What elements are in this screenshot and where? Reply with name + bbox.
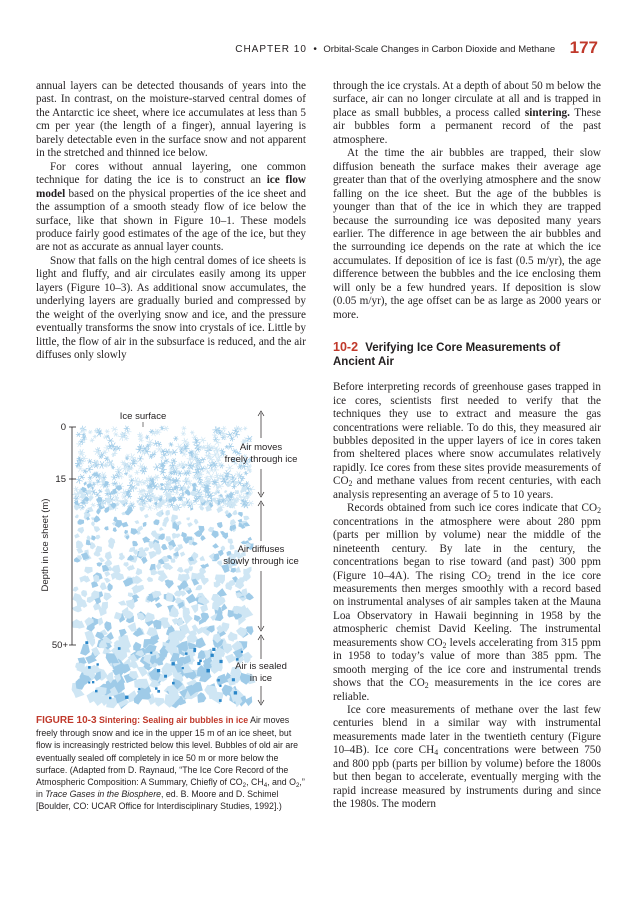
air-bubble bbox=[219, 699, 222, 702]
air-bubble bbox=[138, 688, 140, 690]
air-bubble bbox=[219, 685, 221, 687]
svg-text:in ice: in ice bbox=[249, 673, 273, 684]
air-bubble bbox=[241, 651, 243, 653]
air-bubble bbox=[212, 648, 215, 651]
figure-sintering bbox=[36, 403, 306, 713]
air-bubble bbox=[164, 675, 167, 678]
chapter-label: CHAPTER 10 bbox=[235, 44, 307, 55]
figure-number: FIGURE 10-3 bbox=[36, 715, 97, 726]
air-bubble bbox=[125, 696, 128, 699]
running-header bbox=[36, 38, 598, 60]
book-title: Trace Gases in the Biosphere bbox=[45, 789, 162, 800]
depth-axis-label: Depth in ice sheet (m) bbox=[40, 498, 51, 592]
paragraph: through the ice crystals. At a depth of about 50 m below the surface, air can no longer circulate at all and is trapped in place as small bubbles, a process called sintering. These air bubbles form a permanent record of the past atmosphere. bbox=[333, 80, 602, 146]
ice-surface-label: Ice surface bbox=[119, 411, 167, 422]
air-bubble bbox=[88, 682, 90, 684]
air-bubble bbox=[109, 697, 111, 699]
ice-grain bbox=[228, 610, 235, 618]
key-term-sintering: sintering. bbox=[524, 106, 570, 119]
air-bubble bbox=[217, 679, 220, 682]
depth-tick-15: 15 bbox=[55, 474, 66, 485]
paragraph: For cores without annual layering, one common technique for dating the ice is to construct an ice flow model based on the physical properties of the ice sheet and the assumption of a smooth steady flow of ice below the surface, like that shown in Figure 10–1. These models produce fairly good estimates of the age of the ice, but they are not as accurate as annual layer counts. bbox=[36, 160, 307, 254]
air-bubble bbox=[85, 641, 88, 644]
svg-text:Air diffuses: Air diffuses bbox=[237, 544, 285, 555]
ice-grain bbox=[72, 606, 82, 613]
air-bubble bbox=[157, 690, 160, 693]
air-bubble bbox=[185, 652, 187, 654]
header-separator: • bbox=[313, 44, 317, 55]
key-term-ice-flow-model: ice flow model bbox=[36, 174, 307, 200]
air-bubble bbox=[95, 690, 98, 693]
depth-tick-50: 50+ bbox=[51, 640, 68, 651]
svg-text:Air is sealed: Air is sealed bbox=[235, 661, 287, 672]
right-column-text bbox=[333, 80, 601, 812]
section-title: Verifying Ice Core Measurements of Ancient Air bbox=[333, 342, 561, 369]
paragraph: Snow that falls on the high central domes of ice sheets is light and fluffy, and air circulates easily among its upper layers (Figure 10–3). As additional snow accumulates, the underlying layers are gradually buried and compressed by the weight of the overlying snow and ice, and the pressure eventually transforms the snow into crystals of ice. Little by little, the flow of air in the subsurface is reduced, and the air diffuses only slowly bbox=[36, 254, 306, 362]
figure-caption: FIGURE 10-3 Sintering: Sealing air bubbles in ice Air moves freely through snow and ice in the upper 15 m of an ice sheet, but flow is increasingly restricted below this level. Bubbles of old air are eventually sealed off completely in ice 50 m or more below the surface. (Adapted from D. Raynaud, “The Ice Core Record of the Atmospheric Composition: A Summary, Chiefly of $CO_2$, $CH_4$, and $O_2$,” in Trace Gases in the Biosphere, ed. B. Moore and D. Schimel [Boulder, CO: UCAR Office for Interdisciplinary Studies, 1992].) bbox=[36, 715, 305, 812]
air-bubble bbox=[118, 647, 121, 650]
air-bubble bbox=[155, 687, 157, 689]
paragraph: At the time the air bubbles are trapped, their slow diffusion beneath the surface makes their average age greater than that of the overlying atmosphere and the snow falling on the ice sheet. But the age of the bubbles is younger than that of the ice in which they are trapped because the surrounding ice was deposited many years earlier. The difference in age between the air bubbles and the surrounding ice depends on the rate at which the ice accumulates. If deposition of ice is fast (0.5 m/yr), the age difference between the bubbles and the ice enclosing them will only be a few hundred years. If deposition is slow (0.05 m/yr), the age offset can be as large as 2000 years or more. bbox=[333, 147, 601, 321]
figure-title: Sintering: Sealing air bubbles in ice bbox=[99, 715, 249, 725]
svg-text:Air moves: Air moves bbox=[239, 442, 283, 453]
air-bubble bbox=[96, 663, 98, 665]
air-bubble bbox=[234, 691, 237, 694]
air-bubble bbox=[88, 666, 91, 669]
air-bubble bbox=[232, 678, 235, 681]
paragraph: Records obtained from such ice cores indicate that $CO_2$ concentrations in the atmosphere were about 280 ppm (parts per million by volume) near the middle of the nineteenth century. By late in the century, the concentrations began to rise toward (and past) 300 ppm (Figure 10–4A). The rising $CO_2$ trend in the ice core measurements then merges smoothly with a record based on instrumental analyses of air samples taken at the Mauna Loa Observatory in Hawaii beginning in 1958 by the atmospheric chemist David Keeling. The instrumental measurements show $CO_2$ levels accelerating from 315 ppm in 1958 to today’s value of more than 385 ppm. The smooth merging of the ice core and instrumental trends shows that the $CO_2$ measurements in the ice cores are reliable. bbox=[333, 502, 601, 703]
section-number: 10-2 bbox=[333, 340, 359, 355]
air-bubble bbox=[219, 660, 222, 663]
air-bubble bbox=[157, 669, 160, 672]
svg-text:slowly through ice: slowly through ice bbox=[223, 556, 299, 567]
chapter-title: Orbital-Scale Changes in Carbon Dioxide and Methane bbox=[323, 44, 556, 55]
ice-grain bbox=[155, 698, 165, 707]
sintering-diagram bbox=[36, 403, 306, 713]
air-bubble bbox=[182, 667, 184, 669]
air-bubble bbox=[199, 659, 202, 662]
paragraph: annual layers can be detected thousands of years into the past. In contrast, on the moisture-starved central domes of the Antarctic ice sheet, where ice accumulates at less than 5 cm per year (the length of a finger), annual layering is barely detectable even in the surface snow and not apparent in the stretched and thinned ice below. bbox=[36, 80, 306, 160]
air-bubble bbox=[171, 662, 174, 665]
air-bubble bbox=[197, 662, 200, 665]
air-bubble bbox=[211, 654, 214, 657]
air-bubble bbox=[92, 681, 94, 683]
air-bubble bbox=[206, 669, 210, 673]
section-heading bbox=[333, 340, 601, 369]
svg-text:freely through ice: freely through ice bbox=[224, 454, 298, 465]
left-column-text bbox=[36, 80, 306, 363]
ice-grain bbox=[171, 558, 176, 563]
paragraph: Ice core measurements of methane over the last few centuries blend in a similar way with instrumental measurements made later in the twentieth century (Figure 10–4B). Ice core $CH_4$ concentrations were between 750 and 800 ppb (parts per billion by volume) before the 1800s but then began to accelerate, eventually merging with the rapid increase measured by instruments during and since the 1980s. The modern bbox=[333, 704, 601, 811]
air-bubble bbox=[172, 682, 175, 685]
paragraph: Before interpreting records of greenhouse gases trapped in ice cores, scientists first needed to verify that the techniques they use to extract and measure the gas concentrations were reliable. To do this, they measured air bubbles deposited in the upper layers of ice in cores taken from sheltered places where snow accumulates relatively rapidly. Ice cores from these sites provide measurements of $CO_2$ and methane values from recent centuries, with each analysis representing an average of 5 to 10 years. bbox=[333, 381, 601, 501]
air-bubble bbox=[150, 652, 152, 654]
air-bubble bbox=[193, 648, 196, 651]
page-number: 177 bbox=[569, 38, 598, 57]
depth-tick-0: 0 bbox=[60, 422, 66, 433]
